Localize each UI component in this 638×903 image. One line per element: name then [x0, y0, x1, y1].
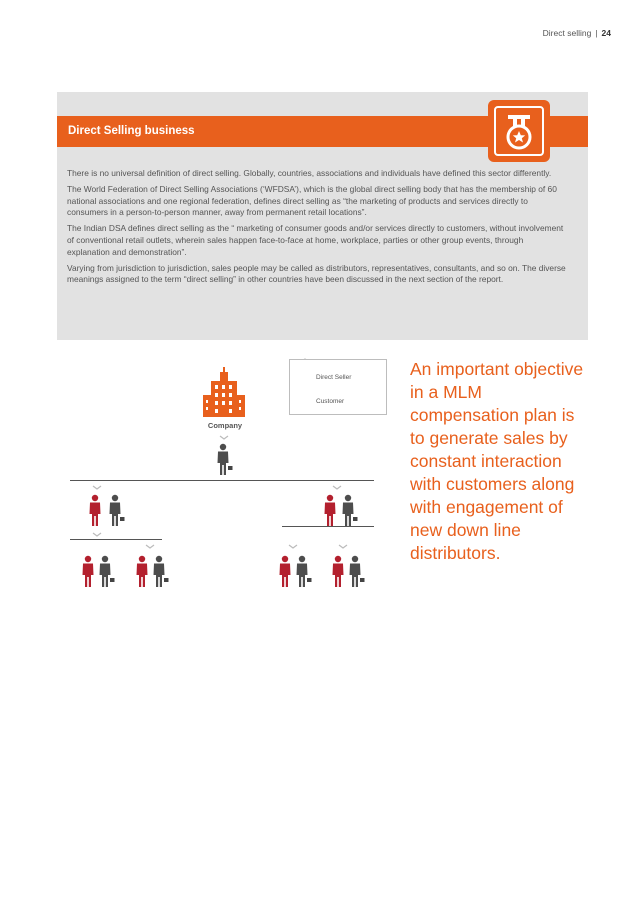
box-title: Direct Selling business — [68, 125, 195, 137]
box-paragraph: The Indian DSA defines direct selling as the “ marketing of consumer goods and/or services directly to customers, without involvement of conventional retail outlets, wherein sales happen face-to-face at home, workplace, parties or other group events, through explanation and demonstration”. — [67, 223, 564, 257]
diagram-legend — [289, 359, 387, 415]
mlm-diagram — [60, 355, 390, 595]
box-paragraph: There is no universal definition of direct selling. Globally, countries, associations and individuals have defined this sector differently. — [67, 168, 552, 178]
box-paragraph: Varying from jurisdiction to jurisdiction, sales people may be called as distributors, representatives, consultants, and so on. The diverse meanings assigned to the term “direct selling” in other countries have been discussed in the next section of the report. — [67, 262, 566, 285]
header-separator: | — [595, 28, 598, 38]
level-1-line — [70, 480, 374, 481]
seller-icon — [110, 495, 125, 526]
seller-icon — [343, 495, 358, 526]
level-2-right-line — [282, 526, 374, 527]
customer-icon — [280, 556, 291, 587]
legend-customer-label: Customer — [316, 398, 345, 405]
seller-icon — [297, 556, 308, 587]
direct-selling-box — [57, 92, 588, 340]
box-paragraph: The World Federation of Direct Selling Associations (‘WFDSA’), which is the global direct selling body that has the membership of 60 national associations and one regional federation, defines direct selling as “the marketing of products and services directly to consumers in a person-to-person manner, away from permanent retail locations”. — [67, 184, 557, 218]
top-seller-icon — [218, 444, 233, 475]
seller-icon — [154, 556, 165, 587]
seller-icon — [100, 556, 111, 587]
company-label: Company — [207, 421, 243, 430]
pull-quote: An important objective in a MLM compensation plan is to generate sales by constant interaction with customers along with engagement of new down line distributors. — [410, 359, 584, 563]
customer-icon — [137, 556, 148, 587]
level-2-left-line — [70, 539, 162, 540]
medal-icon — [488, 100, 550, 162]
seller-icon — [350, 556, 361, 587]
box-body — [67, 168, 567, 290]
page-header — [543, 28, 611, 38]
header-section: Direct selling — [542, 28, 592, 38]
customer-icon — [83, 556, 94, 587]
customer-icon — [333, 556, 344, 587]
company-building-icon — [203, 367, 245, 417]
page-number: 24 — [601, 28, 611, 38]
legend-seller-label: Direct Seller — [316, 374, 352, 381]
customer-icon — [325, 495, 336, 526]
customer-icon — [90, 495, 101, 526]
